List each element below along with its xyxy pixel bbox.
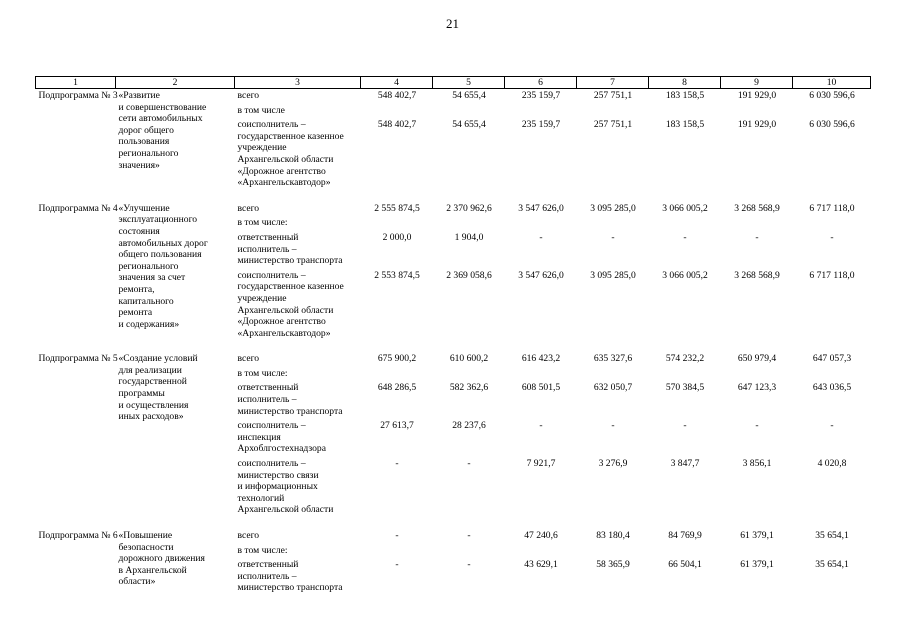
funding-source-line: «Архангельскавтодор»	[237, 177, 331, 189]
funding-source-line: технологий	[237, 492, 285, 504]
funding-source-line: министерство транспорта	[237, 405, 343, 417]
amount-cell	[577, 104, 649, 119]
amount-cell: 6 717 118,0	[809, 269, 855, 281]
column-header: 3	[235, 77, 361, 89]
funding-source	[235, 202, 361, 217]
subprogram-title-line: регионального	[118, 147, 179, 159]
amount-cell	[793, 544, 871, 559]
amount-cell: 647 123,3	[737, 382, 777, 394]
amount-cell: 4 020,8	[817, 458, 847, 470]
amount-cell: 570 384,5	[665, 382, 705, 394]
subprogram-title-line: общего пользования	[118, 249, 202, 261]
subprogram-title-line: для реализации	[118, 364, 182, 376]
funding-source-line: ответственный	[237, 559, 299, 571]
table-row	[36, 352, 871, 367]
amount-cell: 3 847,7	[670, 458, 700, 470]
funding-source-line: соисполнитель –	[237, 269, 306, 281]
amount-cell: -	[539, 420, 543, 432]
amount-cell	[361, 104, 433, 119]
amount-cell: 648 286,5	[377, 382, 417, 394]
amount-cell: 3 276,9	[598, 458, 628, 470]
funding-source-line: государственное казенное	[237, 130, 344, 142]
column-header: 6	[505, 77, 577, 89]
amount-cell	[361, 544, 433, 559]
amount-cell: -	[467, 530, 471, 541]
amount-cell: 84 769,9	[668, 530, 702, 541]
amount-cell: -	[395, 559, 399, 571]
amount-cell: -	[467, 559, 471, 571]
row-spacer	[36, 341, 871, 352]
row-spacer	[36, 191, 871, 202]
subprogram-title-line: ремонта,	[118, 283, 155, 295]
spacer-cell	[36, 191, 871, 202]
amount-cell: -	[830, 420, 834, 432]
subprogram-title-line: программы	[118, 388, 165, 400]
funding-source	[235, 89, 361, 104]
amount-cell: 3 066 005,2	[662, 202, 708, 214]
funding-source-line: соисполнитель –	[237, 420, 306, 432]
funding-source	[235, 352, 361, 367]
funding-source-line: ответственный	[237, 382, 299, 394]
amount-cell: 3 547 626,0	[518, 269, 564, 281]
amount-cell: 3 066 005,2	[662, 269, 708, 281]
funding-source	[235, 216, 361, 231]
spacer-cell	[36, 518, 871, 529]
column-header: 4	[361, 77, 433, 89]
subprogram-title	[116, 529, 235, 596]
amount-cell: 647 057,3	[812, 353, 852, 365]
subprogram-name: Подпрограмма № 6	[38, 530, 118, 541]
amount-cell: -	[755, 420, 759, 432]
funding-source-line: учреждение	[237, 142, 287, 154]
funding-source-line: всего	[237, 90, 260, 101]
amount-cell	[721, 544, 793, 559]
funding-source-line: в том числе	[237, 104, 285, 116]
funding-source-line: всего	[237, 530, 260, 541]
amount-cell: 3 268 568,9	[734, 269, 780, 281]
amount-cell	[721, 367, 793, 382]
subprogram-title-line: эксплуатационного	[118, 214, 198, 226]
funding-source	[235, 269, 361, 342]
page-number: 21	[446, 16, 459, 31]
subprogram-title-line: иных расходов»	[118, 411, 184, 423]
amount-cell: 1 904,0	[454, 231, 484, 243]
column-header: 10	[793, 77, 871, 89]
amount-cell: -	[830, 231, 834, 243]
funding-source-line: «Архангельскавтодор»	[237, 327, 331, 339]
amount-cell: 582 362,6	[449, 382, 489, 394]
amount-cell: 3 268 568,9	[734, 202, 780, 214]
subprogram-title-line: безопасности	[118, 541, 174, 553]
amount-cell	[577, 216, 649, 231]
funding-source-line: исполнитель –	[237, 394, 297, 406]
table-row	[36, 202, 871, 217]
subprogram-title-line: области»	[118, 576, 156, 588]
amount-cell: 2 555 874,5	[374, 202, 420, 214]
funding-source-line: Архангельской области	[237, 153, 334, 165]
amount-cell	[649, 544, 721, 559]
subprogram-title-line: «Развитие	[118, 90, 160, 101]
amount-cell: 548 402,7	[377, 90, 417, 101]
amount-cell: 6 717 118,0	[809, 202, 855, 214]
amount-cell: 43 629,1	[524, 559, 558, 571]
amount-cell: 2 369 058,6	[446, 269, 492, 281]
amount-cell: 58 365,9	[596, 559, 630, 571]
amount-cell: 643 036,5	[812, 382, 852, 394]
amount-cell: 54 655,4	[452, 90, 486, 101]
funding-source-line: ответственный	[237, 231, 299, 243]
funding-source-line: в том числе:	[237, 367, 288, 379]
amount-cell: 191 929,0	[737, 90, 777, 101]
subprogram-title	[116, 202, 235, 342]
funding-source-line: министерство транспорта	[237, 255, 343, 267]
amount-cell: -	[467, 458, 471, 470]
amount-cell	[721, 216, 793, 231]
funding-source-line: всего	[237, 202, 260, 214]
funding-source-line: министерство связи	[237, 469, 319, 481]
funding-source-line: «Дорожное агентство	[237, 316, 326, 328]
funding-source	[235, 544, 361, 559]
row-spacer	[36, 518, 871, 529]
subprogram-name: Подпрограмма № 4	[38, 202, 118, 214]
budget-table	[35, 76, 871, 596]
funding-source	[235, 529, 361, 544]
table-row	[36, 89, 871, 104]
amount-cell: 83 180,4	[596, 530, 630, 541]
amount-cell: 7 921,7	[526, 458, 556, 470]
amount-cell: -	[755, 231, 759, 243]
subprogram-title-line: автомобильных дорог	[118, 237, 208, 249]
amount-cell: 610 600,2	[449, 353, 489, 365]
subprogram-title-line: «Создание условий	[118, 353, 198, 365]
amount-cell: 3 095 285,0	[590, 202, 636, 214]
funding-source-line: исполнитель –	[237, 570, 297, 582]
amount-cell	[433, 216, 505, 231]
funding-source-line: всего	[237, 353, 260, 365]
amount-cell: 183 158,5	[665, 119, 705, 131]
subprogram-title-line: регионального	[118, 260, 179, 272]
funding-source-line: инспекция	[237, 431, 281, 443]
subprogram-title	[116, 89, 235, 191]
amount-cell	[793, 216, 871, 231]
amount-cell	[505, 216, 577, 231]
funding-source	[235, 381, 361, 419]
amount-cell: -	[539, 231, 543, 243]
funding-source-line: и информационных	[237, 481, 318, 493]
subprogram-title-line: капитального	[118, 295, 174, 307]
funding-source-line: Архангельской области	[237, 304, 334, 316]
amount-cell: 548 402,7	[377, 119, 417, 131]
amount-cell: 54 655,4	[452, 119, 486, 131]
subprogram-title-line: значения»	[118, 159, 160, 171]
table-header-row	[36, 77, 871, 89]
funding-source	[235, 367, 361, 382]
funding-source-line: в том числе:	[237, 217, 288, 229]
amount-cell: -	[395, 458, 399, 470]
subprogram-title-line: ремонта	[118, 307, 153, 319]
table-body	[36, 89, 871, 596]
funding-source	[235, 118, 361, 191]
subprogram-title-line: «Улучшение	[118, 202, 170, 214]
column-header: 9	[721, 77, 793, 89]
amount-cell: 191 929,0	[737, 119, 777, 131]
subprogram-title-line: и осуществления	[118, 399, 189, 411]
amount-cell	[433, 544, 505, 559]
subprogram-title	[116, 352, 235, 518]
funding-source-line: министерство транспорта	[237, 582, 343, 594]
amount-cell: 574 232,2	[665, 353, 705, 365]
table-row	[36, 529, 871, 544]
amount-cell	[505, 104, 577, 119]
funding-source	[235, 104, 361, 119]
amount-cell	[361, 216, 433, 231]
amount-cell: -	[683, 231, 687, 243]
column-header: 2	[116, 77, 235, 89]
amount-cell: 2 000,0	[382, 231, 412, 243]
amount-cell	[505, 367, 577, 382]
funding-source-line: учреждение	[237, 292, 287, 304]
column-header: 1	[36, 77, 116, 89]
amount-cell: 183 158,5	[665, 90, 705, 101]
funding-source	[235, 558, 361, 596]
subprogram-title-line: и совершенствование	[118, 101, 207, 113]
amount-cell: 61 379,1	[740, 530, 774, 541]
amount-cell: 3 095 285,0	[590, 269, 636, 281]
amount-cell: 257 751,1	[593, 119, 633, 131]
amount-cell: -	[683, 420, 687, 432]
amount-cell: 47 240,6	[524, 530, 558, 541]
amount-cell	[649, 216, 721, 231]
subprogram-title-line: дорог общего	[118, 124, 174, 136]
subprogram-title-line: и содержания»	[118, 318, 180, 330]
amount-cell: 6 030 596,6	[809, 119, 855, 131]
subprogram-title-line: «Повышение	[118, 530, 173, 541]
funding-source-line: государственное казенное	[237, 281, 344, 293]
funding-source-line: в том числе:	[237, 544, 288, 556]
amount-cell: 27 613,7	[380, 420, 414, 432]
amount-cell: 61 379,1	[740, 559, 774, 571]
amount-cell: -	[395, 530, 399, 541]
column-header: 7	[577, 77, 649, 89]
amount-cell	[505, 544, 577, 559]
subprogram-title-line: пользования	[118, 136, 170, 148]
amount-cell	[793, 104, 871, 119]
funding-source-line: соисполнитель –	[237, 119, 306, 131]
amount-cell: 608 501,5	[521, 382, 561, 394]
amount-cell: 66 504,1	[668, 559, 702, 571]
subprogram-title-line: состояния	[118, 225, 160, 237]
amount-cell: 35 654,1	[815, 559, 849, 571]
amount-cell	[433, 367, 505, 382]
amount-cell: 675 900,2	[377, 353, 417, 365]
amount-cell: 632 050,7	[593, 382, 633, 394]
column-header: 8	[649, 77, 721, 89]
spacer-cell	[36, 341, 871, 352]
amount-cell: 616 423,2	[521, 353, 561, 365]
amount-cell: 2 553 874,5	[374, 269, 420, 281]
amount-cell	[721, 104, 793, 119]
funding-source-line: «Дорожное агентство	[237, 165, 326, 177]
amount-cell	[649, 104, 721, 119]
subprogram-title-line: государственной	[118, 376, 187, 388]
amount-cell: 6 030 596,6	[809, 90, 855, 101]
amount-cell: -	[611, 420, 615, 432]
amount-cell	[649, 367, 721, 382]
amount-cell: 3 547 626,0	[518, 202, 564, 214]
amount-cell: -	[611, 231, 615, 243]
amount-cell: 635 327,6	[593, 353, 633, 365]
amount-cell: 3 856,1	[742, 458, 772, 470]
funding-source	[235, 457, 361, 518]
amount-cell: 28 237,6	[452, 420, 486, 432]
column-header: 5	[433, 77, 505, 89]
subprogram-title-line: дорожного движения	[118, 553, 205, 565]
amount-cell: 35 654,1	[815, 530, 849, 541]
subprogram-name: Подпрограмма № 3	[38, 90, 118, 101]
amount-cell: 235 159,7	[521, 119, 561, 131]
funding-source	[235, 231, 361, 269]
amount-cell: 650 979,4	[737, 353, 777, 365]
subprogram-title-line: сети автомобильных	[118, 113, 203, 125]
funding-source-line: Архоблгостехнадзора	[237, 443, 326, 455]
amount-cell	[361, 367, 433, 382]
funding-source-line: исполнитель –	[237, 243, 297, 255]
amount-cell	[577, 367, 649, 382]
funding-source-line: соисполнитель –	[237, 458, 306, 470]
amount-cell: 235 159,7	[521, 90, 561, 101]
subprogram-name: Подпрограмма № 5	[38, 353, 118, 365]
funding-source	[235, 419, 361, 457]
amount-cell: 2 370 962,6	[446, 202, 492, 214]
amount-cell	[793, 367, 871, 382]
amount-cell: 257 751,1	[593, 90, 633, 101]
subprogram-title-line: значения за счет	[118, 272, 186, 284]
subprogram-title-line: в Архангельской	[118, 564, 187, 576]
amount-cell	[433, 104, 505, 119]
funding-source-line: Архангельской области	[237, 504, 334, 516]
amount-cell	[577, 544, 649, 559]
